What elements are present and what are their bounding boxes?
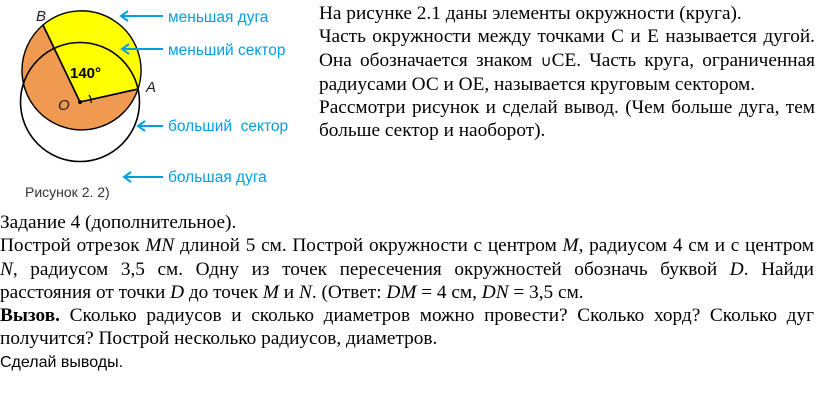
task-t1: Построй отрезок <box>0 235 146 257</box>
point-b-label: B <box>36 8 47 25</box>
intro-p2-part2: СЕ. Часть круга, ограниченная радиусами ОС и ОЕ, называется круговым сектором. <box>319 49 815 95</box>
task-t10: = 3,5 см. <box>508 281 584 303</box>
task-t6: до точек <box>184 281 263 303</box>
point-a-label: A <box>146 79 157 96</box>
point-o-label: O <box>58 97 70 114</box>
task-t4: , радиусом 3,5 см. Одну из точек пересечения окружностей обозначь буквой <box>12 258 730 280</box>
task-t3: , радиусом 4 см и с центром <box>578 235 814 257</box>
task-block <box>0 211 814 374</box>
task-t2: длиной 5 см. Построй окружности с центром <box>174 235 563 257</box>
circle-figure <box>0 0 312 205</box>
task-t9: = 4 см, <box>416 281 482 303</box>
task-d2: D <box>170 281 185 303</box>
task-dn: DN <box>481 281 509 303</box>
arc-symbol: ∪ <box>540 51 552 70</box>
intro-p3: Рассмотри рисунок и сделай вывод. (Чем больше дуга, тем больше сектор и наоборот). <box>319 97 815 142</box>
task-m2: M <box>262 281 279 303</box>
task-d: D <box>729 258 744 280</box>
task-n2: N <box>298 281 312 303</box>
challenge-body: Сколько радиусов и сколько диаметров можно провести? Сколько хорд? Сколько дуг получится? Построй несколько радиусов, диаметров. <box>0 305 814 350</box>
intro-p2-part1: Часть окружности между точками С и Е называется дугой. Она обозначается знаком <box>319 26 815 71</box>
task-t5: . Найди расстояния от точки <box>0 258 814 303</box>
challenge-text <box>0 304 814 351</box>
figure-caption: Рисунок 2. 2) <box>25 184 110 200</box>
task-dm: DM <box>386 281 417 303</box>
intro-p2 <box>319 25 815 96</box>
minor-sector-label: меньший сектор <box>168 42 286 59</box>
task-n: N <box>0 258 13 280</box>
task-text <box>0 234 814 304</box>
major-sector-label: больший сектор <box>168 118 289 135</box>
minor-arc-label: меньшая дуга <box>168 9 269 26</box>
task-title: Задание 4 (дополнительное). <box>0 212 237 233</box>
major-arc-label: большая дуга <box>168 169 267 186</box>
challenge-label: Вызов. <box>0 305 60 327</box>
intro-p1: На рисунке 2.1 даны элементы окружности (круга). <box>319 3 742 24</box>
angle-label: 140° <box>70 65 102 82</box>
task-m: M <box>562 235 579 257</box>
task-t7: и <box>278 281 299 303</box>
conclusion-text: Сделай выводы. <box>0 353 124 371</box>
task-mn: MN <box>145 235 175 257</box>
intro-text <box>319 2 815 143</box>
task-t8: . (Ответ: <box>311 281 387 303</box>
center-dot <box>78 100 82 104</box>
